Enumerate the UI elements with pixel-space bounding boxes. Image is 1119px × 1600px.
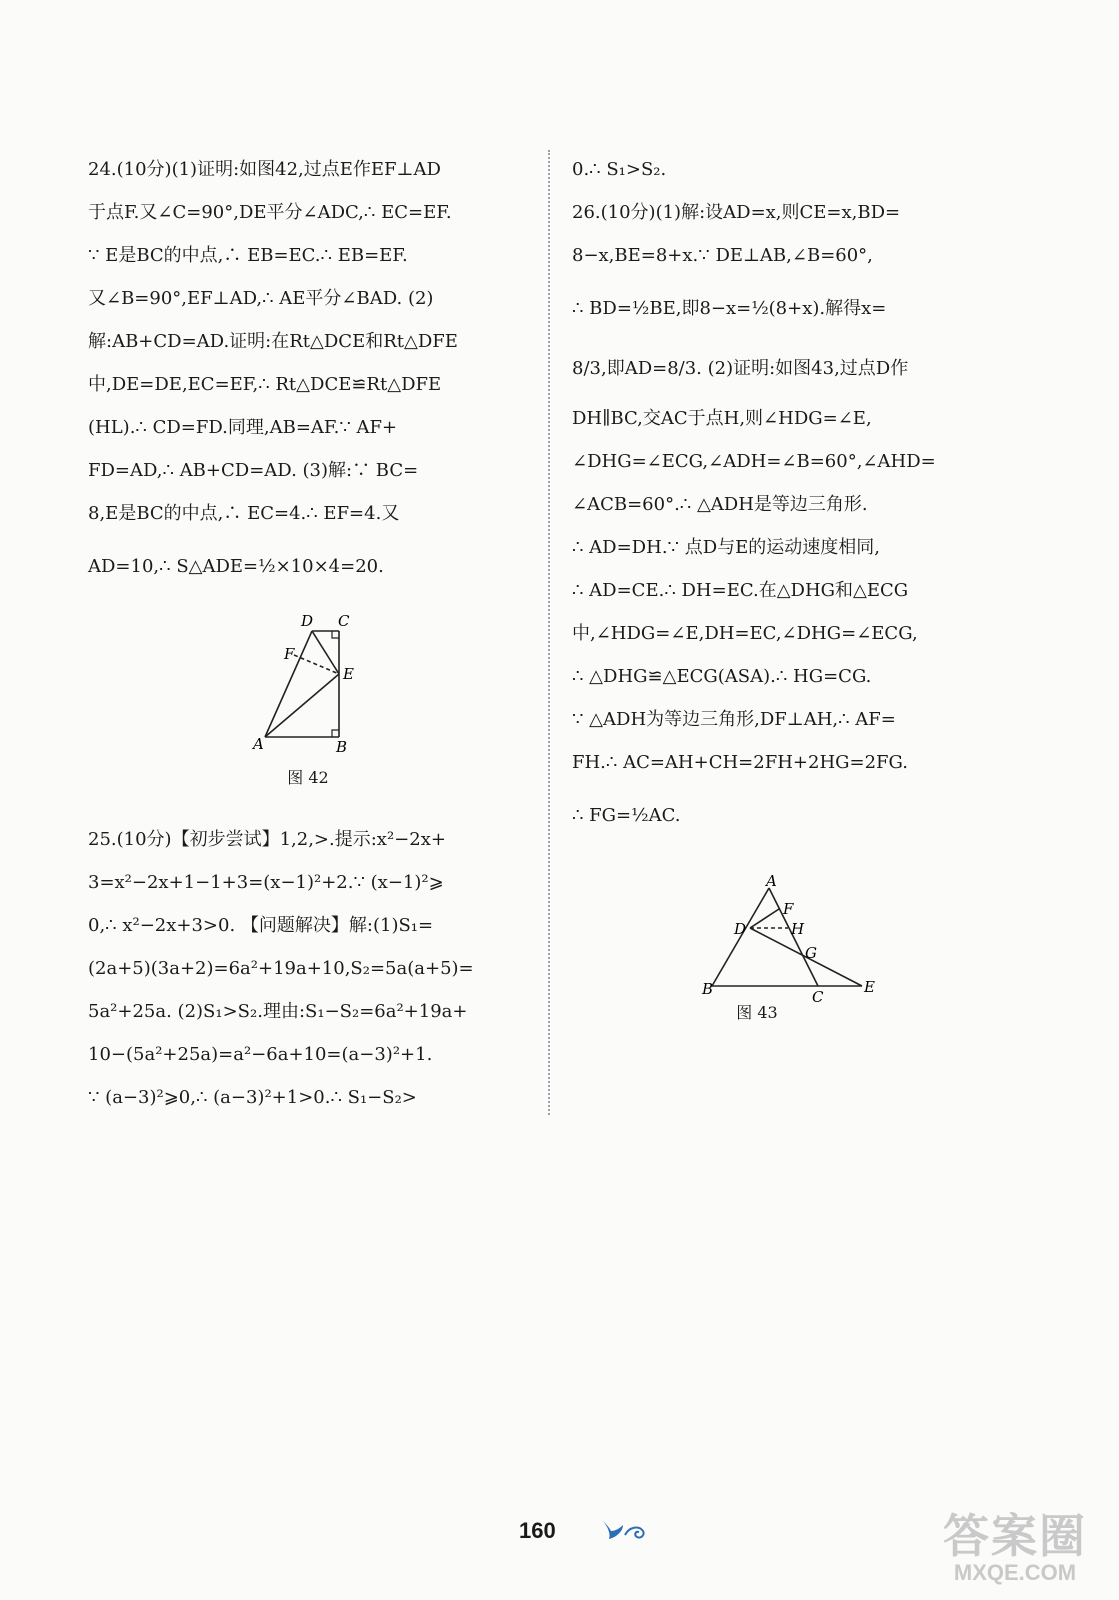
page-number: 160 xyxy=(519,1518,556,1543)
q25-line-3: 0,∴ x²−2x+3>0. 【问题解决】解:(1)S₁= xyxy=(88,915,434,936)
leaf-swirl-icon xyxy=(597,1515,649,1547)
q26-line-14: ∴ FG=½AC. xyxy=(572,805,681,826)
q26-line-5: DH∥BC,交AC于点H,则∠HDG=∠E, xyxy=(572,408,872,429)
figure-42 xyxy=(88,609,528,787)
label-f: F xyxy=(783,900,794,918)
q26-line-12: ∵ △ADH为等边三角形,DF⊥AH,∴ AF= xyxy=(572,709,896,730)
q24-line-7: (HL).∴ CD=FD.同理,AB=AF.∵ AF+ xyxy=(88,417,398,438)
watermark-en: MXQE.COM xyxy=(953,1560,1077,1585)
label-a: A xyxy=(766,872,777,890)
segment-ae xyxy=(265,674,339,737)
label-b: B xyxy=(336,738,348,756)
watermark-cn: 答案圈 xyxy=(943,1510,1087,1562)
q26-line-4: 8/3,即AD=8/3. (2)证明:如图43,过点D作 xyxy=(572,358,909,379)
q26-line-3: ∴ BD=½BE,即8−x=½(8+x).解得x= xyxy=(572,298,887,319)
q25-line-6: 10−(5a²+25a)=a²−6a+10=(a−3)²+1. xyxy=(88,1044,433,1065)
q24-line-1: 24.(10分)(1)证明:如图42,过点E作EF⊥AD xyxy=(88,159,441,180)
label-e: E xyxy=(864,978,875,996)
q25-line-7: ∵ (a−3)²⩾0,∴ (a−3)²+1>0.∴ S₁−S₂> xyxy=(88,1087,417,1108)
column-divider xyxy=(548,150,550,1115)
q26-line-2: 8−x,BE=8+x.∵ DE⊥AB,∠B=60°, xyxy=(572,245,873,266)
label-b: B xyxy=(702,980,714,998)
q26-line-13: FH.∴ AC=AH+CH=2FH+2HG=2FG. xyxy=(572,752,908,773)
q24-line-10: AD=10,∴ S△ADE=½×10×4=20. xyxy=(88,556,384,577)
q24-line-6: 中,DE=DE,EC=EF,∴ Rt△DCE≌Rt△DFE xyxy=(88,374,442,395)
q26-line-6: ∠DHG=∠ECG,∠ADH=∠B=60°,∠AHD= xyxy=(572,451,936,472)
label-h: H xyxy=(791,920,805,938)
q25-line-1: 25.(10分)【初步尝试】1,2,>.提示:x²−2x+ xyxy=(88,829,446,850)
q24-line-3: ∵ E是BC的中点,∴ EB=EC.∴ EB=EF. xyxy=(88,245,408,266)
q26-line-9: ∴ AD=CE.∴ DH=EC.在△DHG和△ECG xyxy=(572,580,909,601)
q25-line-5: 5a²+25a. (2)S₁>S₂.理由:S₁−S₂=6a²+19a+ xyxy=(88,1001,468,1022)
label-c: C xyxy=(812,988,824,1006)
q25-cont-line: 0.∴ S₁>S₂. xyxy=(572,159,667,180)
q24-line-5: 解:AB+CD=AD.证明:在Rt△DCE和Rt△DFE xyxy=(88,331,458,352)
q26-line-1: 26.(10分)(1)解:设AD=x,则CE=x,BD= xyxy=(572,202,901,223)
figure-43-diagram xyxy=(572,854,1012,1006)
label-d: D xyxy=(301,612,314,630)
figure-43 xyxy=(572,854,1012,1029)
label-g: G xyxy=(805,944,817,962)
label-a: A xyxy=(253,735,264,753)
left-column xyxy=(88,150,528,1121)
label-d: D xyxy=(734,920,747,938)
q26-line-8: ∴ AD=DH.∵ 点D与E的运动速度相同, xyxy=(572,537,881,558)
q26-line-7: ∠ACB=60°.∴ △ADH是等边三角形. xyxy=(572,494,868,515)
label-e: E xyxy=(343,665,354,683)
figure-42-caption: 图 42 xyxy=(287,768,329,787)
q24-line-4: 又∠B=90°,EF⊥AD,∴ AE平分∠BAD. (2) xyxy=(88,288,434,309)
q25-line-2: 3=x²−2x+1−1+3=(x−1)²+2.∵ (x−1)²⩾ xyxy=(88,872,444,893)
q26-line-11: ∴ △DHG≌△ECG(ASA).∴ HG=CG. xyxy=(572,666,872,687)
q24-line-8: FD=AD,∴ AB+CD=AD. (3)解:∵ BC= xyxy=(88,460,419,481)
right-angle-c xyxy=(332,631,339,638)
q24-line-9: 8,E是BC的中点,∴ EC=4.∴ EF=4.又 xyxy=(88,503,400,524)
q26-line-10: 中,∠HDG=∠E,DH=EC,∠DHG=∠ECG, xyxy=(572,623,918,644)
right-column xyxy=(572,150,1012,1029)
figure-43-caption: 图 43 xyxy=(736,1003,778,1022)
watermark xyxy=(925,1500,1105,1586)
q24-line-2: 于点F.又∠C=90°,DE平分∠ADC,∴ EC=EF. xyxy=(88,202,452,223)
figure-42-diagram xyxy=(88,609,528,759)
label-c: C xyxy=(338,612,350,630)
q25-line-4: (2a+5)(3a+2)=6a²+19a+10,S₂=5a(a+5)= xyxy=(88,958,474,979)
label-f: F xyxy=(284,645,295,663)
right-angle-b xyxy=(332,730,339,737)
